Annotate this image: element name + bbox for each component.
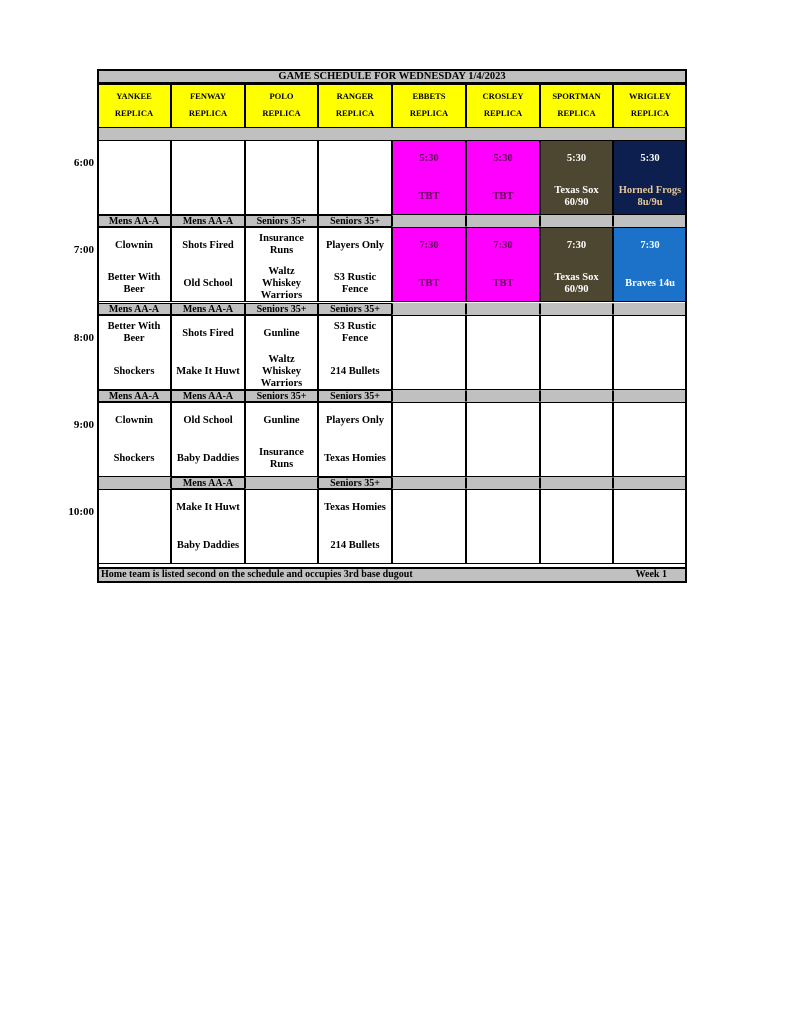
- division-label: Mens AA-A: [171, 390, 245, 402]
- field-name: POLO: [269, 91, 294, 101]
- game-cell: [540, 140, 613, 215]
- footer-note: Home team is listed second on the schedule and occupies 3rd base dugout: [101, 569, 413, 580]
- division-label: Seniors 35+: [245, 303, 318, 315]
- division-label: [540, 215, 613, 227]
- game-cell: [392, 402, 466, 477]
- game-cell: [540, 315, 613, 390]
- team-or-time: Clownin: [115, 415, 153, 426]
- game-cell: [466, 489, 540, 564]
- team-or-time: Gunline: [263, 328, 300, 339]
- game-cell: [613, 315, 687, 390]
- field-header-crosley: [466, 84, 540, 128]
- game-cell: [466, 140, 540, 215]
- game-cell: [97, 402, 171, 477]
- team-name: Braves 14u: [625, 278, 675, 289]
- field-subtitle: REPLICA: [630, 108, 670, 118]
- division-label: Mens AA-A: [171, 215, 245, 227]
- team-name: Baby Daddies: [176, 540, 240, 551]
- team-or-time: Insurance Runs: [259, 233, 304, 256]
- time-label: 8:00: [73, 332, 94, 344]
- division-label: [392, 215, 466, 227]
- team-name: TBT: [492, 191, 514, 202]
- team-or-time: 7:30: [640, 240, 660, 251]
- time-label: 6:00: [73, 157, 94, 169]
- team-name: TBT: [418, 278, 440, 289]
- division-label: Seniors 35+: [318, 215, 392, 227]
- team-or-time: 7:30: [566, 240, 587, 251]
- team-name: Better With: [107, 272, 161, 283]
- team-name: Warriors: [260, 290, 303, 301]
- team-name: Shockers: [113, 366, 155, 377]
- field-header-ebbets: [392, 84, 466, 128]
- team-name: Texas Sox: [554, 185, 599, 196]
- time-label: 10:00: [68, 506, 94, 518]
- division-label: [466, 477, 540, 489]
- field-name: RANGER: [336, 91, 374, 101]
- division-label: [466, 390, 540, 402]
- game-cell: [540, 227, 613, 302]
- team-name: Waltz: [268, 354, 295, 365]
- field-header-polo: [245, 84, 318, 128]
- game-cell: [540, 402, 613, 477]
- field-subtitle: REPLICA: [557, 108, 596, 118]
- game-cell: [171, 315, 245, 390]
- division-label: [392, 477, 466, 489]
- schedule-table: [97, 69, 687, 583]
- division-label: [540, 477, 613, 489]
- team-or-time: 7:30: [419, 240, 439, 251]
- team-or-time: Players Only: [325, 240, 385, 251]
- division-label: [466, 215, 540, 227]
- team-name: Old School: [183, 278, 233, 289]
- game-cell: [613, 227, 687, 302]
- game-cell: [318, 489, 392, 564]
- game-cell: [318, 227, 392, 302]
- game-cell: [392, 315, 466, 390]
- team-name: 214 Bullets: [330, 540, 380, 551]
- team-or-time: Better With Beer: [107, 321, 161, 344]
- division-label: [466, 303, 540, 315]
- schedule-title: GAME SCHEDULE FOR WEDNESDAY 1/4/2023: [97, 69, 687, 84]
- game-cell: [466, 315, 540, 390]
- team-name: Waltz: [268, 266, 295, 277]
- game-cell: [613, 402, 687, 477]
- game-cell: [392, 489, 466, 564]
- game-cell: [245, 315, 318, 390]
- team-name: Make It Huwt: [176, 366, 240, 377]
- game-cell: [392, 227, 466, 302]
- division-label: Seniors 35+: [245, 215, 318, 227]
- team-name: 8u/9u: [637, 197, 663, 208]
- field-header-sportman: [540, 84, 613, 128]
- game-cell: [97, 315, 171, 390]
- field-subtitle: REPLICA: [262, 108, 301, 118]
- game-cell: [97, 227, 171, 302]
- team-name: Whiskey: [261, 278, 302, 289]
- team-name: Whiskey: [261, 366, 302, 377]
- division-label: [613, 215, 687, 227]
- division-label: [97, 477, 171, 489]
- team-or-time: 5:30: [493, 153, 513, 164]
- field-name: WRIGLEY: [628, 91, 672, 101]
- game-cell: [318, 315, 392, 390]
- division-label: Seniors 35+: [318, 477, 392, 489]
- team-or-time: Gunline: [263, 415, 300, 426]
- division-label: Mens AA-A: [97, 390, 171, 402]
- game-cell: [97, 489, 171, 564]
- division-label: [540, 390, 613, 402]
- game-cell: [171, 140, 245, 215]
- division-label: [613, 390, 687, 402]
- game-cell: [466, 402, 540, 477]
- header-gap-band: [97, 128, 687, 140]
- team-or-time: Shots Fired: [182, 240, 234, 251]
- field-name: SPORTMAN: [552, 91, 601, 101]
- team-or-time: 5:30: [640, 153, 660, 164]
- game-cell: [318, 402, 392, 477]
- division-label: Mens AA-A: [171, 303, 245, 315]
- division-label: [613, 477, 687, 489]
- division-label: [613, 303, 687, 315]
- game-cell: [392, 140, 466, 215]
- team-or-time: 5:30: [566, 153, 587, 164]
- team-name: Shockers: [113, 453, 155, 464]
- game-cell: [97, 140, 171, 215]
- field-name: FENWAY: [189, 91, 227, 101]
- team-name: 214 Bullets: [330, 366, 380, 377]
- division-label: Seniors 35+: [318, 303, 392, 315]
- field-name: YANKEE: [116, 91, 152, 101]
- game-cell: [245, 140, 318, 215]
- game-cell: [171, 489, 245, 564]
- team-name: TBT: [418, 191, 440, 202]
- team-name: Baby Daddies: [176, 453, 240, 464]
- division-label: Seniors 35+: [318, 390, 392, 402]
- team-name: Insurance: [259, 447, 304, 458]
- division-label: [540, 303, 613, 315]
- game-cell: [245, 227, 318, 302]
- field-header-ranger: [318, 84, 392, 128]
- field-subtitle: REPLICA: [483, 108, 523, 118]
- division-label: Mens AA-A: [97, 215, 171, 227]
- field-header-yankee: [97, 84, 171, 128]
- team-or-time: Players Only: [325, 415, 385, 426]
- schedule-footer: [97, 567, 687, 583]
- field-header-fenway: [171, 84, 245, 128]
- game-cell: [245, 402, 318, 477]
- team-name: Fence: [341, 284, 369, 295]
- time-label: 9:00: [73, 419, 94, 431]
- game-cell: [171, 402, 245, 477]
- game-cell: [171, 227, 245, 302]
- field-subtitle: REPLICA: [335, 108, 375, 118]
- team-name: TBT: [492, 278, 514, 289]
- division-label: Seniors 35+: [245, 390, 318, 402]
- division-label: [245, 477, 318, 489]
- team-or-time: 7:30: [493, 240, 513, 251]
- team-name: Horned Frogs: [618, 185, 682, 196]
- field-subtitle: REPLICA: [114, 108, 154, 118]
- team-name: Warriors: [260, 378, 303, 389]
- division-label: Mens AA-A: [97, 303, 171, 315]
- team-or-time: 5:30: [419, 153, 439, 164]
- game-cell: [466, 227, 540, 302]
- team-name: Texas Sox: [554, 272, 599, 283]
- division-label: [392, 303, 466, 315]
- team-name: 60/90: [564, 284, 589, 295]
- game-cell: [540, 489, 613, 564]
- division-label: Mens AA-A: [171, 477, 245, 489]
- week-label: Week 1: [635, 569, 667, 580]
- team-or-time: Texas Homies: [324, 502, 386, 513]
- team-name: Runs: [269, 459, 294, 470]
- game-cell: [318, 140, 392, 215]
- team-or-time: Old School: [183, 415, 233, 426]
- time-label: 7:00: [73, 244, 94, 256]
- field-name: EBBETS: [412, 91, 446, 101]
- game-cell: [613, 489, 687, 564]
- field-header-wrigley: [613, 84, 687, 128]
- game-cell: [613, 140, 687, 215]
- field-name: CROSLEY: [482, 91, 524, 101]
- team-name: 60/90: [564, 197, 589, 208]
- team-name: S3 Rustic: [333, 272, 377, 283]
- game-cell: [245, 489, 318, 564]
- field-subtitle: REPLICA: [409, 108, 449, 118]
- division-label: [392, 390, 466, 402]
- team-name: Texas Homies: [324, 453, 386, 464]
- team-or-time: S3 Rustic Fence: [333, 321, 377, 344]
- team-name: Beer: [123, 284, 145, 295]
- team-or-time: Shots Fired: [182, 328, 234, 339]
- field-subtitle: REPLICA: [188, 108, 228, 118]
- team-or-time: Make It Huwt: [176, 502, 240, 513]
- team-or-time: Clownin: [115, 240, 153, 251]
